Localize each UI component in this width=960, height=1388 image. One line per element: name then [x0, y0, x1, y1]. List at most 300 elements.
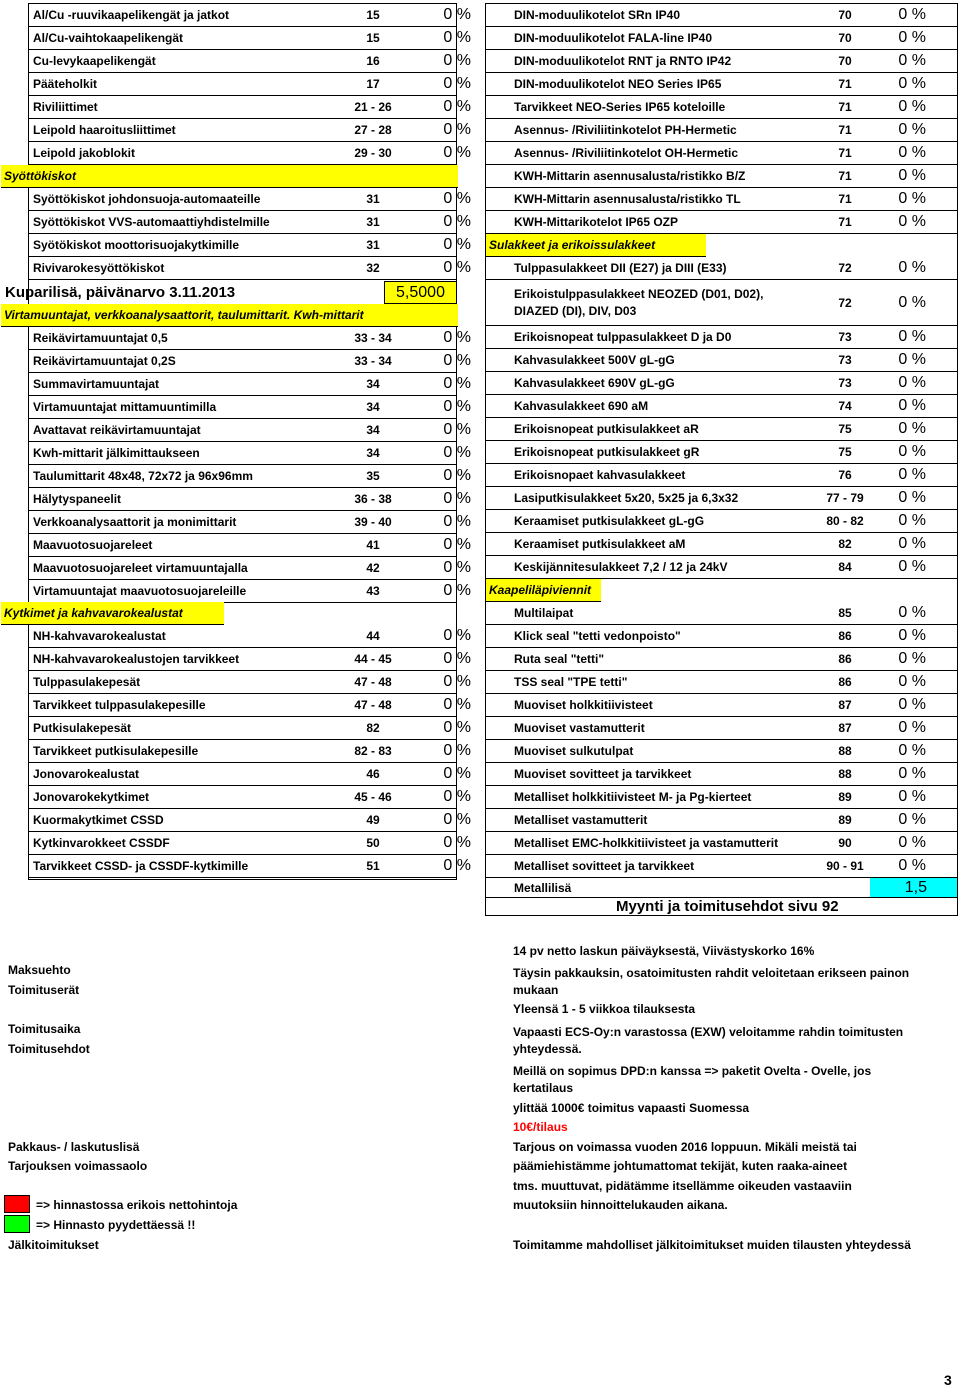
- discount-value: 0 %: [898, 834, 926, 851]
- table-row: [29, 465, 471, 488]
- discount-value: 0 %: [443, 75, 471, 92]
- table-row: [486, 280, 957, 326]
- product-name: Keraamiset putkisulakkeet aM: [514, 537, 686, 551]
- section-kaapeli-label: Kaapeliläpiviennit: [489, 583, 592, 597]
- discount-value: 0 %: [443, 582, 471, 599]
- catalog-page: 73: [838, 353, 852, 367]
- table-row: [29, 119, 471, 142]
- product-name: Al/Cu -ruuvikaapelikengät ja jatkot: [33, 8, 230, 22]
- product-name: Kuormakytkimet CSSD: [33, 813, 164, 827]
- catalog-page: 51: [366, 859, 380, 873]
- catalog-page: 44: [366, 629, 380, 643]
- table-row: [486, 556, 957, 579]
- section-virtamuuntajat: [1, 304, 458, 327]
- product-name: Tulppasulakepesät: [33, 675, 141, 689]
- table-row: [486, 326, 957, 349]
- catalog-page: 46: [366, 767, 380, 781]
- discount-value: 0 %: [898, 696, 926, 713]
- table-row: [29, 211, 471, 234]
- table-row: [486, 464, 957, 487]
- catalog-page: 47 - 48: [354, 675, 392, 689]
- catalog-page: 87: [838, 698, 852, 712]
- discount-value: 0 %: [898, 6, 926, 23]
- product-name: Riviliittimet: [33, 100, 98, 114]
- table-row: [486, 740, 957, 763]
- catalog-page: 74: [838, 399, 852, 413]
- terms-value-dpd-1: Meillä on sopimus DPD:n kanssa => paketit Ovelta - Ovelle, jos: [513, 1064, 872, 1078]
- catalog-page: 82: [838, 537, 852, 551]
- discount-value: 0 %: [898, 673, 926, 690]
- section-kytkimet-label: Kytkimet ja kahvavarokealustat: [4, 606, 183, 620]
- catalog-page: 85: [838, 606, 852, 620]
- product-name: Klick seal "tetti vedonpoisto": [514, 629, 681, 643]
- discount-value: 0 %: [898, 293, 926, 311]
- table-row: [486, 257, 957, 280]
- catalog-page: 45 - 46: [354, 790, 392, 804]
- table-row: [29, 717, 471, 740]
- discount-value: 0 %: [898, 167, 926, 184]
- catalog-page: 86: [838, 629, 852, 643]
- terms-value-voimassaolo-1: Tarjous on voimassa vuoden 2016 loppuun. Mikäli meistä tai: [513, 1140, 857, 1154]
- catalog-page: 82 - 83: [354, 744, 392, 758]
- product-name: Jonovarokekytkimet: [33, 790, 150, 804]
- catalog-page: 90: [838, 836, 852, 850]
- product-name: Keskijännitesulakkeet 7,2 / 12 ja 24kV: [514, 560, 728, 574]
- discount-value: 0 %: [443, 329, 471, 346]
- table-row: [486, 487, 957, 510]
- table-row: [29, 142, 471, 165]
- catalog-page: 73: [838, 376, 852, 390]
- product-name: NH-kahvavarokealustojen tarvikkeet: [33, 652, 240, 666]
- catalog-page: 15: [366, 31, 380, 45]
- catalog-page: 77 - 79: [826, 491, 864, 505]
- terms-label-pakkaus: Pakkaus- / laskutuslisä: [8, 1140, 140, 1154]
- legend-green-label: => Hinnasto pyydettäessä !!: [36, 1218, 196, 1232]
- product-name: Summavirtamuuntajat: [33, 377, 160, 391]
- catalog-page: 33 - 34: [354, 331, 392, 345]
- terms-value-toimituserat-2: mukaan: [513, 983, 559, 997]
- metal-row: [486, 878, 957, 898]
- product-name: Kahvasulakkeet 690V gL-gG: [514, 376, 675, 390]
- product-name: Maavuotosuojareleet: [33, 538, 153, 552]
- terms-label-maksuehto: Maksuehto: [8, 963, 71, 977]
- catalog-page: 71: [838, 192, 852, 206]
- discount-value: 0 %: [443, 788, 471, 805]
- table-row: [486, 96, 957, 119]
- product-name: TSS seal "TPE tetti": [514, 675, 628, 689]
- product-name: KWH-Mittarikotelot IP65 OZP: [514, 215, 679, 229]
- table-row: [29, 648, 471, 671]
- copper-row: [1, 281, 458, 304]
- table-row: [486, 786, 957, 809]
- table-row: [29, 373, 471, 396]
- catalog-page: 70: [838, 54, 852, 68]
- product-name: Reikävirtamuuntajat 0,5: [33, 331, 168, 345]
- table-row: [29, 625, 471, 648]
- section-syottokiskot: [1, 165, 458, 188]
- catalog-page: 86: [838, 652, 852, 666]
- terms-label-toimitusaika: Toimitusaika: [8, 1022, 81, 1036]
- catalog-page: 35: [366, 469, 380, 483]
- discount-value: 0 %: [443, 834, 471, 851]
- catalog-page: 34: [366, 446, 380, 460]
- discount-value: 0 %: [443, 190, 471, 207]
- product-name: Asennus- /Riviliitinkotelot OH-Hermetic: [514, 146, 739, 160]
- product-name: Metalliset holkkitiivisteet M- ja Pg-kierteet: [514, 790, 752, 804]
- table-row: [29, 809, 471, 832]
- product-name: Erikoisnopeat tulppasulakkeet D ja D0: [514, 330, 732, 344]
- discount-value: 0 %: [898, 489, 926, 506]
- product-name: Muoviset vastamutterit: [514, 721, 645, 735]
- table-row: [486, 510, 957, 533]
- table-row: [486, 142, 957, 165]
- product-name: Verkkoanalysaattorit ja monimittarit: [33, 515, 237, 529]
- legend-red-swatch: [4, 1195, 30, 1213]
- terms-reference: Myynti ja toimitusehdot sivu 92: [616, 898, 839, 915]
- catalog-page: 71: [838, 169, 852, 183]
- catalog-page: 75: [838, 422, 852, 436]
- catalog-page: 89: [838, 790, 852, 804]
- catalog-page: 71: [838, 100, 852, 114]
- discount-value: 0 %: [443, 236, 471, 253]
- table-row: [29, 855, 471, 878]
- discount-value: 0 %: [443, 144, 471, 161]
- table-row: [29, 442, 471, 465]
- table-row: [486, 671, 957, 694]
- section-virtamuuntajat-label: Virtamuuntajat, verkkoanalysaattorit, taulumittarit. Kwh-mittarit: [4, 308, 364, 322]
- terms-value-maksuehto: 14 pv netto laskun päiväyksestä, Viivästyskorko 16%: [513, 944, 815, 958]
- discount-value: 0 %: [443, 650, 471, 667]
- table-row: [486, 27, 957, 50]
- table-row: [29, 671, 471, 694]
- discount-value: 0 %: [898, 374, 926, 391]
- catalog-page: 71: [838, 77, 852, 91]
- product-name: Muoviset sulkutulpat: [514, 744, 634, 758]
- discount-value: 0 %: [898, 121, 926, 138]
- product-name: DIN-moduulikotelot NEO Series IP65: [514, 77, 722, 91]
- product-name: Virtamuuntajat mittamuuntimilla: [33, 400, 217, 414]
- product-name-line-1: Erikoistulppasulakkeet NEOZED (D01, D02),: [514, 287, 764, 301]
- table-row: [486, 119, 957, 142]
- terms-value-voimassaolo-2: päämiehistämme johtumattomat tekijät, kuten raaka-aineet: [513, 1159, 848, 1173]
- table-row: [29, 350, 471, 373]
- product-name: Kwh-mittarit jälkimittaukseen: [33, 446, 200, 460]
- catalog-page: 27 - 28: [354, 123, 392, 137]
- product-name: Metalliset sovitteet ja tarvikkeet: [514, 859, 695, 873]
- product-name: NH-kahvavarokealustat: [33, 629, 166, 643]
- catalog-page: 70: [838, 31, 852, 45]
- discount-value: 0 %: [898, 512, 926, 529]
- product-name: Tarvikkeet NEO-Series IP65 koteloille: [514, 100, 726, 114]
- product-name: DIN-moduulikotelot RNT ja RNTO IP42: [514, 54, 732, 68]
- discount-value: 0 %: [898, 811, 926, 828]
- table-row: [29, 257, 471, 280]
- table-row: [29, 763, 471, 786]
- catalog-page: 89: [838, 813, 852, 827]
- terms-value-toimituserat-1: Täysin pakkauksin, osatoimitusten rahdit veloitetaan erikseen painon: [513, 966, 910, 980]
- discount-value: 0 %: [898, 857, 926, 874]
- table-row: [29, 740, 471, 763]
- table-row: [486, 211, 957, 234]
- table-row: [29, 786, 471, 809]
- terms-label-jalkitoimitukset: Jälkitoimitukset: [8, 1238, 99, 1252]
- table-row: [486, 4, 957, 27]
- terms-value-pakkaus: 10€/tilaus: [513, 1120, 568, 1134]
- discount-value: 0 %: [443, 857, 471, 874]
- terms-value-jalkitoimitukset: Toimitamme mahdolliset jälkitoimitukset muiden tilausten yhteydessä: [513, 1238, 911, 1252]
- product-name: KWH-Mittarin asennusalusta/ristikko B/Z: [514, 169, 746, 183]
- table-row: [486, 809, 957, 832]
- discount-value: 0 %: [443, 6, 471, 23]
- table-row: [29, 4, 471, 27]
- product-name: DIN-moduulikotelot SRn IP40: [514, 8, 681, 22]
- discount-value: 0 %: [443, 490, 471, 507]
- left-price-table: [4, 3, 471, 880]
- product-name: Kahvasulakkeet 690 aM: [514, 399, 649, 413]
- product-name: Tarvikkeet CSSD- ja CSSDF-kytkimille: [33, 859, 249, 873]
- product-name: Avattavat reikävirtamuuntajat: [33, 423, 201, 437]
- product-name: Tarvikkeet tulppasulakepesille: [33, 698, 206, 712]
- terms-value-dpd-2: kertatilaus: [513, 1081, 574, 1095]
- product-name: Muoviset sovitteet ja tarvikkeet: [514, 767, 692, 781]
- discount-value: 0 %: [443, 811, 471, 828]
- table-row: [486, 648, 957, 671]
- metal-label: Metallilisä: [514, 880, 572, 895]
- catalog-page: 39 - 40: [354, 515, 392, 529]
- table-row: [486, 717, 957, 740]
- table-row: [486, 533, 957, 556]
- product-name: Al/Cu-vaihtokaapelikengät: [33, 31, 184, 45]
- section-sulakkeet: [486, 234, 706, 257]
- catalog-page: 34: [366, 400, 380, 414]
- product-name: Maavuotosuojareleet virtamuuntajalla: [33, 561, 248, 575]
- catalog-page: 42: [366, 561, 380, 575]
- table-row: [486, 625, 957, 648]
- product-name: Putkisulakepesät: [33, 721, 132, 735]
- catalog-page: 43: [366, 584, 380, 598]
- page-number: 3: [944, 1372, 952, 1388]
- product-name-line-2: DIAZED (DI), DIV, D03: [514, 304, 637, 318]
- discount-value: 0 %: [898, 788, 926, 805]
- catalog-page: 34: [366, 377, 380, 391]
- discount-value: 0 %: [898, 397, 926, 414]
- table-row: [486, 441, 957, 464]
- discount-value: 0 %: [898, 144, 926, 161]
- discount-value: 0 %: [443, 213, 471, 230]
- catalog-page: 84: [838, 560, 852, 574]
- discount-value: 0 %: [898, 190, 926, 207]
- product-name: Tulppasulakkeet DII (E27) ja DIII (E33): [514, 261, 727, 275]
- table-row: [486, 50, 957, 73]
- table-row: [486, 395, 957, 418]
- discount-value: 0 %: [443, 444, 471, 461]
- table-row: [29, 511, 471, 534]
- product-name: Rivivarokesyöttökiskot: [33, 261, 165, 275]
- legend-red-label: => hinnastossa erikois nettohintoja: [36, 1198, 238, 1212]
- catalog-page: 73: [838, 330, 852, 344]
- table-row: [486, 372, 957, 395]
- table-row: [29, 396, 471, 419]
- catalog-page: 21 - 26: [354, 100, 392, 114]
- product-name: Kytkinvarokkeet CSSDF: [33, 836, 170, 850]
- section-sulakkeet-label: Sulakkeet ja erikoissulakkeet: [489, 238, 656, 252]
- discount-value: 0 %: [443, 52, 471, 69]
- terms-value-voimassaolo-4: muutoksiin hinnoittelukauden aikana.: [513, 1198, 728, 1212]
- discount-value: 0 %: [443, 673, 471, 690]
- discount-value: 0 %: [443, 467, 471, 484]
- table-row: [486, 418, 957, 441]
- catalog-page: 75: [838, 445, 852, 459]
- product-name: Syöttökiskot johdonsuoja-automaateille: [33, 192, 261, 206]
- catalog-page: 90 - 91: [826, 859, 864, 873]
- copper-label: Kuparilisä, päivänarvo 3.11.2013: [5, 284, 236, 301]
- discount-value: 0 %: [443, 559, 471, 576]
- discount-value: 0 %: [898, 29, 926, 46]
- product-name: Reikävirtamuuntajat 0,2S: [33, 354, 176, 368]
- catalog-page: 33 - 34: [354, 354, 392, 368]
- discount-value: 0 %: [443, 29, 471, 46]
- table-row: [486, 855, 957, 878]
- copper-value: 5,5000: [384, 281, 457, 304]
- product-name: Asennus- /Riviliitinkotelot PH-Hermetic: [514, 123, 737, 137]
- discount-value: 0 %: [443, 742, 471, 759]
- catalog-page: 72: [838, 295, 852, 310]
- section-kaapeli: [486, 579, 601, 602]
- catalog-page: 88: [838, 767, 852, 781]
- catalog-page: 86: [838, 675, 852, 689]
- product-name: Lasiputkisulakkeet 5x20, 5x25 ja 6,3x32: [514, 491, 739, 505]
- table-row: [29, 557, 471, 580]
- table-row: [29, 327, 471, 350]
- catalog-page: 76: [838, 468, 852, 482]
- terms-value-toimitusehdot-1: Vapaasti ECS-Oy:n varastossa (EXW) veloitamme rahdin toimitusten: [513, 1025, 904, 1039]
- catalog-page: 71: [838, 215, 852, 229]
- discount-value: 0 %: [443, 719, 471, 736]
- product-name: Multilaipat: [514, 606, 574, 620]
- terms-value-toimitusehdot-2: yhteydessä.: [513, 1042, 582, 1056]
- catalog-page: 72: [838, 261, 852, 275]
- discount-value: 0 %: [898, 213, 926, 230]
- discount-value: 0 %: [443, 259, 471, 276]
- catalog-page: 29 - 30: [354, 146, 392, 160]
- product-name: Hälytyspaneelit: [33, 492, 122, 506]
- table-row: [486, 165, 957, 188]
- catalog-page: 49: [366, 813, 380, 827]
- discount-value: 0 %: [443, 98, 471, 115]
- terms-value-voimassaolo-3: tms. muuttuvat, pidätämme itsellämme oikeuden vastaaviin: [513, 1179, 852, 1193]
- table-row: [29, 234, 471, 257]
- product-name: Leipold jakoblokit: [33, 146, 136, 160]
- catalog-page: 44 - 45: [354, 652, 392, 666]
- product-name: Erikoisnopaet kahvasulakkeet: [514, 468, 686, 482]
- product-name: Kahvasulakkeet 500V gL-gG: [514, 353, 675, 367]
- discount-value: 0 %: [443, 352, 471, 369]
- discount-value: 0 %: [443, 765, 471, 782]
- discount-value: 0 %: [898, 443, 926, 460]
- discount-value: 0 %: [898, 420, 926, 437]
- table-row: [486, 763, 957, 786]
- catalog-page: 31: [366, 215, 380, 229]
- table-row: [29, 832, 471, 855]
- terms-label-toimitusehdot: Toimitusehdot: [8, 1042, 90, 1056]
- discount-value: 0 %: [898, 604, 926, 621]
- product-name: Metalliset EMC-holkkitiivisteet ja vastamutterit: [514, 836, 779, 850]
- product-name: Metalliset vastamutterit: [514, 813, 648, 827]
- section-kytkimet: [1, 602, 224, 625]
- discount-value: 0 %: [443, 627, 471, 644]
- discount-value: 0 %: [443, 536, 471, 553]
- table-row: [29, 50, 471, 73]
- table-row: [29, 96, 471, 119]
- discount-value: 0 %: [443, 375, 471, 392]
- discount-value: 0 %: [898, 351, 926, 368]
- table-row: [29, 419, 471, 442]
- discount-value: 0 %: [898, 328, 926, 345]
- product-name: Muoviset holkkitiivisteet: [514, 698, 653, 712]
- catalog-page: 31: [366, 192, 380, 206]
- table-row: [486, 188, 957, 211]
- catalog-page: 47 - 48: [354, 698, 392, 712]
- table-row: [29, 73, 471, 96]
- product-name: Tarvikkeet putkisulakepesille: [33, 744, 199, 758]
- product-name: [514, 286, 763, 320]
- catalog-page: 16: [366, 54, 380, 68]
- discount-value: 0 %: [443, 421, 471, 438]
- catalog-page: 32: [366, 261, 380, 275]
- table-row: [486, 73, 957, 96]
- catalog-page: 34: [366, 423, 380, 437]
- terms-label-voimassaolo: Tarjouksen voimassaolo: [8, 1159, 148, 1173]
- product-name: DIN-moduulikotelot FALA-line IP40: [514, 31, 713, 45]
- right-price-table: [485, 3, 958, 916]
- product-name: Jonovarokealustat: [33, 767, 140, 781]
- product-name: Syötökiskot moottorisuojakytkimille: [33, 238, 240, 252]
- table-row: [29, 580, 471, 603]
- table-row: [486, 832, 957, 855]
- table-row: [29, 188, 471, 211]
- discount-value: 0 %: [898, 627, 926, 644]
- catalog-page: 80 - 82: [826, 514, 864, 528]
- product-name: Leipold haaroitusliittimet: [33, 123, 176, 137]
- product-name: Taulumittarit 48x48, 72x72 ja 96x96mm: [33, 469, 253, 483]
- discount-value: 0 %: [898, 742, 926, 759]
- product-name: Virtamuuntajat maavuotosuojareleille: [33, 584, 247, 598]
- catalog-page: 15: [366, 8, 380, 22]
- discount-value: 0 %: [898, 52, 926, 69]
- table-row: [29, 534, 471, 557]
- discount-value: 0 %: [898, 719, 926, 736]
- table-row: [486, 602, 957, 625]
- discount-value: 0 %: [443, 398, 471, 415]
- discount-value: 0 %: [898, 75, 926, 92]
- terms-label-toimituserat: Toimituserät: [8, 983, 80, 997]
- table-row: [486, 349, 957, 372]
- legend-green-swatch: [4, 1215, 30, 1233]
- product-name: KWH-Mittarin asennusalusta/ristikko TL: [514, 192, 741, 206]
- discount-value: 0 %: [898, 466, 926, 483]
- product-name: Keraamiset putkisulakkeet gL-gG: [514, 514, 705, 528]
- catalog-page: 87: [838, 721, 852, 735]
- discount-value: 0 %: [898, 558, 926, 575]
- table-row: [29, 488, 471, 511]
- catalog-page: 82: [366, 721, 380, 735]
- table-row: [486, 694, 957, 717]
- product-name: Erikoisnopeat putkisulakkeet gR: [514, 445, 700, 459]
- terms-value-toimitusaika: Yleensä 1 - 5 viikkoa tilauksesta: [513, 1002, 696, 1016]
- catalog-page: 70: [838, 8, 852, 22]
- catalog-page: 36 - 38: [354, 492, 392, 506]
- catalog-page: 71: [838, 123, 852, 137]
